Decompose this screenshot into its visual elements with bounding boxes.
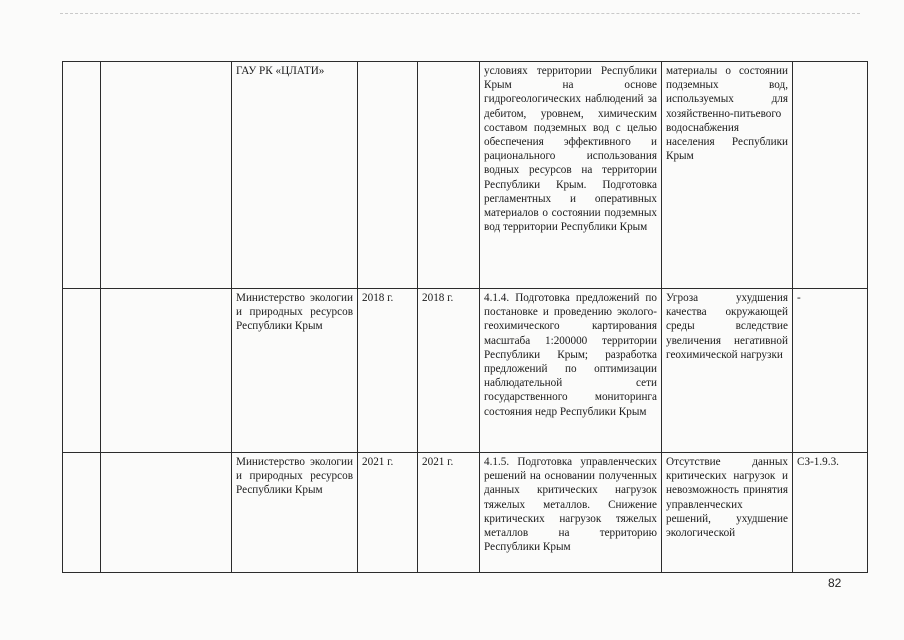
cell-blank [101, 453, 232, 573]
cell-executor: ГАУ РК «ЦЛАТИ» [232, 62, 358, 289]
cell-start-year: 2018 г. [358, 289, 418, 453]
cell-end-year [418, 62, 480, 289]
measures-table [62, 61, 868, 573]
cell-executor: Министерство экологии и природных ресурсов Республики Крым [232, 289, 358, 453]
cell-end-year: 2018 г. [418, 289, 480, 453]
table-row [63, 62, 868, 289]
cell-start-year [358, 62, 418, 289]
cell-executor: Министерство экологии и природных ресурсов Республики Крым [232, 453, 358, 573]
cell-measure: условиях территории Республики Крым на основе гидрогеологических наблюдений за дебитом, уровнем, химическим составом подземных вод с целью обеспечения эффективного и рационального использования водных ресурсов на территории Республики Крым. Подготовка регламентных и оперативных материалов о состоянии подземных вод территории Республики Крым [480, 62, 662, 289]
table-row [63, 289, 868, 453]
cell-end-year: 2021 г. [418, 453, 480, 573]
top-scan-edge [60, 13, 860, 14]
cell-number [63, 62, 101, 289]
cell-number [63, 289, 101, 453]
cell-blank [101, 62, 232, 289]
cell-measure: 4.1.4. Подготовка предложений по постановке и проведению эколого-геохимического картирования масштаба 1:200000 территории Республики Крым; разработка предложений по оптимизации наблюдательной сети государственного мониторинга состояния недр Республики Крым [480, 289, 662, 453]
cell-number [63, 453, 101, 573]
cell-link [793, 62, 868, 289]
cell-link: - [793, 289, 868, 453]
page-number: 82 [828, 576, 842, 590]
cell-link: СЗ-1.9.3. [793, 453, 868, 573]
cell-risk: Угроза ухудшения качества окружающей среды вследствие увеличения негативной геохимической нагрузки [662, 289, 793, 453]
cell-measure: 4.1.5. Подготовка управленческих решений на основании полученных данных критических нагрузок тяжелых металлов. Снижение критических нагрузок тяжелых металлов на территорию Республики Крым [480, 453, 662, 573]
cell-risk: Отсутствие данных критических нагрузок и невозможность принятия управленческих решений, ухудшение экологической [662, 453, 793, 573]
cell-risk: материалы о состоянии подземных вод, используемых для хозяйственно-питьевого водоснабжения населения Республики Крым [662, 62, 793, 289]
cell-blank [101, 289, 232, 453]
table-row [63, 453, 868, 573]
cell-start-year: 2021 г. [358, 453, 418, 573]
